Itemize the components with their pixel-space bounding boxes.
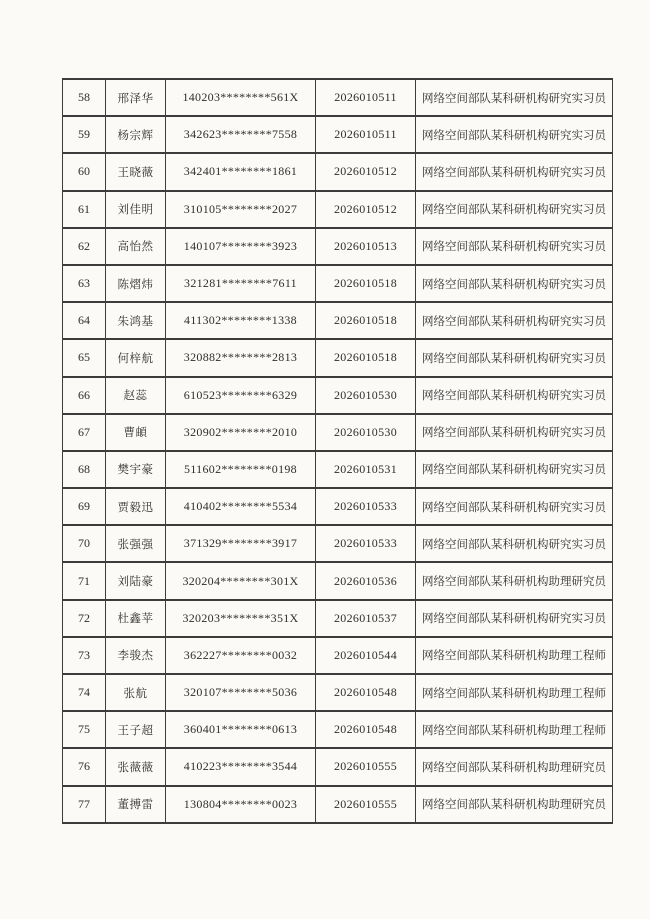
- cell-code: 2026010548: [316, 674, 416, 711]
- cell-position: 网络空间部队某科研机构研究实习员: [416, 525, 613, 562]
- cell-id-number: 320902********2010: [166, 414, 316, 451]
- table-row: [63, 153, 613, 190]
- cell-serial-number: 58: [63, 79, 106, 116]
- cell-serial-number: 60: [63, 153, 106, 190]
- cell-serial-number: 72: [63, 600, 106, 637]
- cell-name: 王晓薇: [106, 153, 166, 190]
- cell-name: 王子超: [106, 711, 166, 748]
- cell-code: 2026010544: [316, 637, 416, 674]
- cell-code: 2026010511: [316, 79, 416, 116]
- cell-serial-number: 71: [63, 562, 106, 599]
- cell-position: 网络空间部队某科研机构研究实习员: [416, 79, 613, 116]
- cell-code: 2026010533: [316, 525, 416, 562]
- table-row: [63, 637, 613, 674]
- table-row: [63, 302, 613, 339]
- cell-code: 2026010530: [316, 377, 416, 414]
- table-row: [63, 786, 613, 823]
- cell-serial-number: 64: [63, 302, 106, 339]
- cell-name: 陈熠炜: [106, 265, 166, 302]
- personnel-roster-table: [62, 78, 613, 824]
- table-row: [63, 116, 613, 153]
- cell-serial-number: 66: [63, 377, 106, 414]
- table-row: [63, 79, 613, 116]
- cell-name: 贾毅迅: [106, 488, 166, 525]
- cell-id-number: 320203********351X: [166, 600, 316, 637]
- cell-name: 张强强: [106, 525, 166, 562]
- cell-code: 2026010537: [316, 600, 416, 637]
- cell-id-number: 140107********3923: [166, 228, 316, 265]
- cell-position: 网络空间部队某科研机构研究实习员: [416, 414, 613, 451]
- cell-id-number: 410223********3544: [166, 748, 316, 785]
- cell-code: 2026010518: [316, 339, 416, 376]
- cell-position: 网络空间部队某科研机构研究实习员: [416, 228, 613, 265]
- cell-code: 2026010555: [316, 748, 416, 785]
- cell-code: 2026010530: [316, 414, 416, 451]
- cell-id-number: 411302********1338: [166, 302, 316, 339]
- cell-id-number: 371329********3917: [166, 525, 316, 562]
- cell-position: 网络空间部队某科研机构助理工程师: [416, 674, 613, 711]
- table-row: [63, 488, 613, 525]
- cell-serial-number: 67: [63, 414, 106, 451]
- table-row: [63, 748, 613, 785]
- cell-code: 2026010512: [316, 153, 416, 190]
- cell-code: 2026010536: [316, 562, 416, 599]
- cell-name: 高怡然: [106, 228, 166, 265]
- cell-code: 2026010513: [316, 228, 416, 265]
- cell-id-number: 320107********5036: [166, 674, 316, 711]
- cell-position: 网络空间部队某科研机构研究实习员: [416, 191, 613, 228]
- cell-name: 刘陆豪: [106, 562, 166, 599]
- cell-id-number: 320204********301X: [166, 562, 316, 599]
- cell-position: 网络空间部队某科研机构研究实习员: [416, 265, 613, 302]
- cell-id-number: 342623********7558: [166, 116, 316, 153]
- cell-position: 网络空间部队某科研机构研究实习员: [416, 153, 613, 190]
- cell-position: 网络空间部队某科研机构研究实习员: [416, 488, 613, 525]
- table-row: [63, 414, 613, 451]
- table-row: [63, 339, 613, 376]
- cell-serial-number: 62: [63, 228, 106, 265]
- cell-serial-number: 63: [63, 265, 106, 302]
- table-row: [63, 562, 613, 599]
- cell-name: 朱鸿基: [106, 302, 166, 339]
- cell-id-number: 362227********0032: [166, 637, 316, 674]
- cell-name: 董搏雷: [106, 786, 166, 823]
- cell-position: 网络空间部队某科研机构研究实习员: [416, 116, 613, 153]
- cell-id-number: 320882********2813: [166, 339, 316, 376]
- cell-name: 曹頔: [106, 414, 166, 451]
- cell-name: 张航: [106, 674, 166, 711]
- cell-id-number: 610523********6329: [166, 377, 316, 414]
- table-row: [63, 674, 613, 711]
- cell-position: 网络空间部队某科研机构助理研究员: [416, 748, 613, 785]
- cell-id-number: 130804********0023: [166, 786, 316, 823]
- cell-name: 杨宗辉: [106, 116, 166, 153]
- table-row: [63, 265, 613, 302]
- cell-position: 网络空间部队某科研机构研究实习员: [416, 339, 613, 376]
- cell-position: 网络空间部队某科研机构研究实习员: [416, 600, 613, 637]
- cell-serial-number: 68: [63, 451, 106, 488]
- table-row: [63, 377, 613, 414]
- cell-position: 网络空间部队某科研机构助理工程师: [416, 711, 613, 748]
- cell-serial-number: 70: [63, 525, 106, 562]
- table-row: [63, 525, 613, 562]
- cell-id-number: 511602********0198: [166, 451, 316, 488]
- cell-name: 张薇薇: [106, 748, 166, 785]
- cell-name: 杜鑫苹: [106, 600, 166, 637]
- cell-serial-number: 74: [63, 674, 106, 711]
- cell-id-number: 321281********7611: [166, 265, 316, 302]
- cell-code: 2026010511: [316, 116, 416, 153]
- cell-name: 李骏杰: [106, 637, 166, 674]
- cell-name: 邢泽华: [106, 79, 166, 116]
- cell-position: 网络空间部队某科研机构助理研究员: [416, 562, 613, 599]
- cell-position: 网络空间部队某科研机构研究实习员: [416, 377, 613, 414]
- table-row: [63, 600, 613, 637]
- cell-name: 刘佳明: [106, 191, 166, 228]
- cell-serial-number: 73: [63, 637, 106, 674]
- cell-position: 网络空间部队某科研机构研究实习员: [416, 451, 613, 488]
- cell-name: 何梓航: [106, 339, 166, 376]
- cell-id-number: 310105********2027: [166, 191, 316, 228]
- cell-id-number: 410402********5534: [166, 488, 316, 525]
- cell-name: 赵蕊: [106, 377, 166, 414]
- cell-code: 2026010512: [316, 191, 416, 228]
- cell-serial-number: 75: [63, 711, 106, 748]
- cell-serial-number: 69: [63, 488, 106, 525]
- cell-name: 樊宇豪: [106, 451, 166, 488]
- table-row: [63, 711, 613, 748]
- cell-position: 网络空间部队某科研机构研究实习员: [416, 302, 613, 339]
- cell-code: 2026010518: [316, 302, 416, 339]
- cell-code: 2026010548: [316, 711, 416, 748]
- cell-code: 2026010531: [316, 451, 416, 488]
- cell-serial-number: 76: [63, 748, 106, 785]
- cell-code: 2026010533: [316, 488, 416, 525]
- cell-serial-number: 65: [63, 339, 106, 376]
- cell-position: 网络空间部队某科研机构助理工程师: [416, 637, 613, 674]
- cell-position: 网络空间部队某科研机构助理研究员: [416, 786, 613, 823]
- cell-code: 2026010518: [316, 265, 416, 302]
- cell-id-number: 360401********0613: [166, 711, 316, 748]
- table-body: [63, 79, 613, 823]
- table-row: [63, 228, 613, 265]
- cell-serial-number: 77: [63, 786, 106, 823]
- cell-id-number: 140203********561X: [166, 79, 316, 116]
- cell-id-number: 342401********1861: [166, 153, 316, 190]
- table-row: [63, 451, 613, 488]
- cell-serial-number: 61: [63, 191, 106, 228]
- table-row: [63, 191, 613, 228]
- cell-code: 2026010555: [316, 786, 416, 823]
- cell-serial-number: 59: [63, 116, 106, 153]
